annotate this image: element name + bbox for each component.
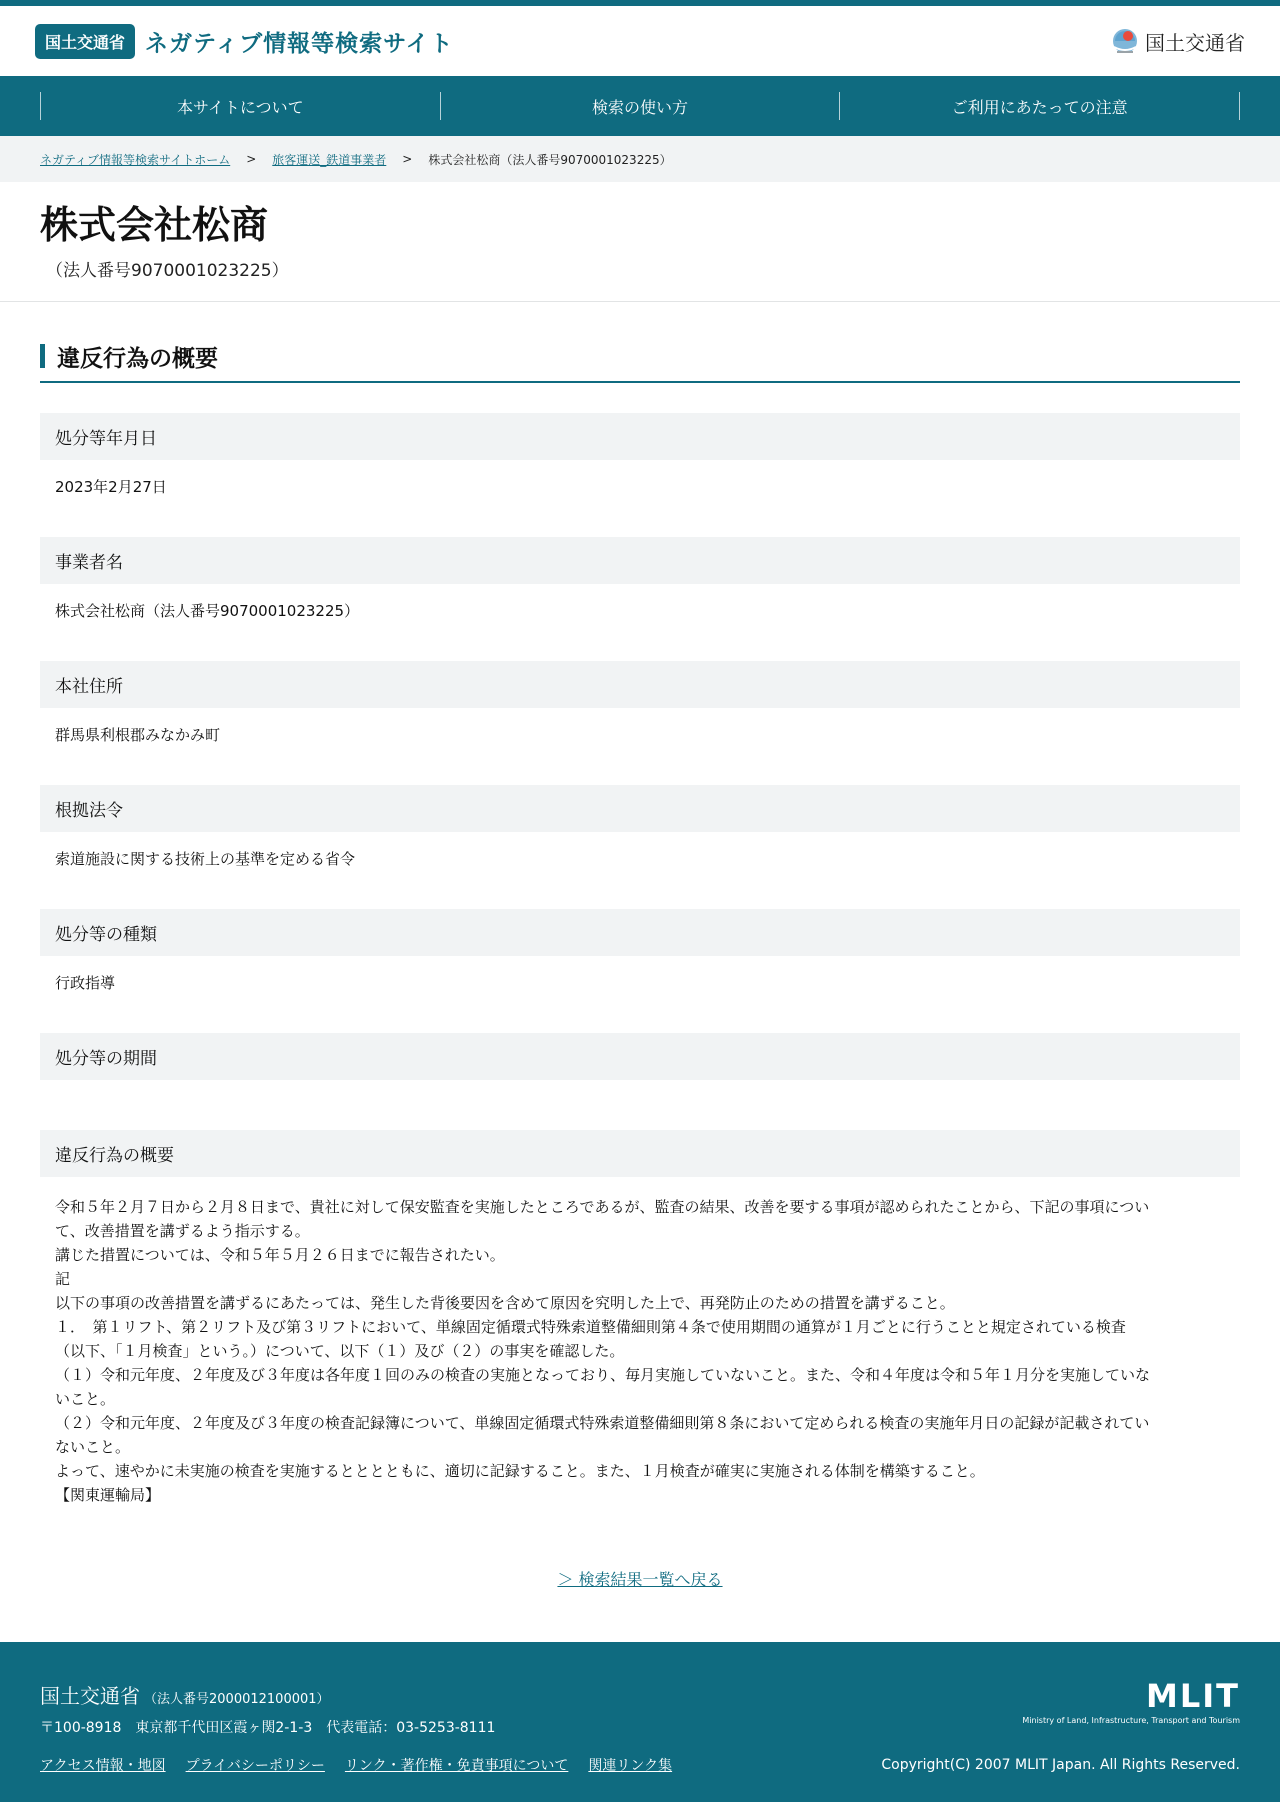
- summary-line: 令和５年２月７日から２月８日まで、貴社に対して保安監査を実施したところであるが、監査の結果、改善を要する事項が認められたことから、下記の事項につい: [55, 1197, 1150, 1216]
- page-title: 株式会社松商: [40, 203, 269, 247]
- breadcrumb-home-link[interactable]: ネガティブ情報等検索サイトホーム: [40, 152, 231, 167]
- back-to-results-link[interactable]: ＞ 検索結果一覧へ戻る: [557, 1569, 723, 1589]
- section-heading: [40, 340, 1240, 383]
- field-value-legal-basis: 索道施設に関する技術上の基準を定める省令: [55, 849, 356, 868]
- title-block: [0, 182, 1280, 302]
- summary-line: 【関東運輸局】: [55, 1485, 161, 1504]
- field-value-operator-name: 株式会社松商（法人番号9070001023225）: [55, 601, 360, 620]
- section-heading-bar: [40, 344, 45, 368]
- footer-right: [881, 1677, 1240, 1775]
- field-value-head-office-address: 群馬県利根郡みなかみ町: [55, 725, 221, 744]
- footer-org-name: 国土交通省: [40, 1684, 140, 1708]
- nav-item-notes[interactable]: ご利用にあたっての注意: [839, 92, 1240, 120]
- field-label-operator-name: 事業者名: [40, 537, 1240, 584]
- corporate-number: （法人番号9070001023225）: [46, 260, 289, 281]
- mlit-logo-subtitle: Ministry of Land, Infrastructure, Transport and Tourism: [1022, 1716, 1240, 1725]
- section-title: 違反行為の概要: [57, 345, 218, 372]
- mlit-logo-word: MLIT: [1146, 1677, 1240, 1715]
- nav-item-about[interactable]: 本サイトについて: [40, 92, 440, 120]
- mlit-logo[interactable]: [881, 1677, 1240, 1725]
- footer-link-copyright[interactable]: リンク・著作権・免責事項について: [344, 1758, 569, 1774]
- back-link-wrap: [40, 1567, 1240, 1590]
- global-nav: [0, 76, 1280, 136]
- field-label-legal-basis: 根拠法令: [40, 785, 1240, 832]
- ministry-logo[interactable]: [1111, 27, 1245, 56]
- field-value-disposition-type: 行政指導: [55, 973, 116, 992]
- summary-line: 以下の事項の改善措置を講ずるにあたっては、発生した背後要因を含めて原因を究明した上で、再発防止のための措置を講ずること。: [55, 1293, 955, 1312]
- summary-line: て、改善措置を講ずるよう指示する。: [55, 1221, 310, 1240]
- main-content: [0, 302, 1280, 1590]
- footer-link-privacy[interactable]: プライバシーポリシー: [185, 1758, 325, 1774]
- ministry-logo-text: 国土交通省: [1145, 30, 1245, 55]
- copyright: Copyright(C) 2007 MLIT Japan. All Rights Reserved.: [881, 1757, 1240, 1773]
- summary-line: （２）令和元年度、２年度及び３年度の検査記録簿について、単線固定循環式特殊索道整備細則第８条において定められる検査の実施年月日の記録が記載されてい: [55, 1413, 1150, 1432]
- footer-row: [40, 1677, 1240, 1775]
- violation-summary-text: [40, 1177, 1240, 1507]
- breadcrumb: [0, 136, 1280, 182]
- summary-line: （１）令和元年度、２年度及び３年度は各年度１回のみの検査の実施となっており、毎月実施していないこと。また、令和４年度は令和５年１月分を実施していな: [55, 1365, 1151, 1384]
- summary-line: 記: [55, 1269, 71, 1288]
- nav-item-how-to-search[interactable]: 検索の使い方: [440, 92, 840, 120]
- footer-address: 〒100-8918 東京都千代田区霞ヶ関2-1-3 代表電話：03-5253-8111: [40, 1720, 496, 1736]
- ministry-emblem-icon: [1111, 27, 1139, 55]
- footer-links: [40, 1755, 672, 1775]
- field-label-disposition-period: 処分等の期間: [40, 1033, 1240, 1080]
- footer-link-access[interactable]: アクセス情報・地図: [40, 1758, 166, 1774]
- summary-line: ないこと。: [55, 1437, 131, 1456]
- footer-link-related[interactable]: 関連リンク集: [588, 1758, 673, 1774]
- field-label-violation-summary: 違反行為の概要: [40, 1130, 1240, 1177]
- breadcrumb-category-link[interactable]: 旅客運送_鉄道事業者: [272, 152, 387, 167]
- field-value-disposition-date: 2023年2月27日: [55, 477, 167, 496]
- site-header: [0, 6, 1280, 76]
- summary-line: （以下、「１月検査」という。）について、以下（１）及び（２）の事実を確認した。: [55, 1341, 625, 1360]
- breadcrumb-current: 株式会社松商（法人番号9070001023225）: [428, 152, 672, 167]
- summary-line: いこと。: [55, 1389, 116, 1408]
- site-brand[interactable]: [35, 24, 454, 59]
- footer-org: [40, 1680, 672, 1709]
- field-label-disposition-date: 処分等年月日: [40, 413, 1240, 460]
- site-title: ネガティブ情報等検索サイト: [145, 30, 454, 57]
- footer-org-number: （法人番号2000012100001）: [144, 1692, 330, 1707]
- summary-line: よって、速やかに未実施の検査を実施するとととともに、適切に記録すること。また、１月検査が確実に実施される体制を構築すること。: [55, 1461, 985, 1480]
- summary-line: １． 第１リフト、第２リフト及び第３リフトにおいて、単線固定循環式特殊索道整備細則第４条で使用期間の通算が１月ごとに行うことと規定されている検査: [55, 1317, 1126, 1336]
- ministry-badge: 国土交通省: [35, 24, 135, 59]
- field-label-disposition-type: 処分等の種類: [40, 909, 1240, 956]
- field-label-head-office-address: 本社住所: [40, 661, 1240, 708]
- summary-line: 講じた措置については、令和５年５月２６日までに報告されたい。: [55, 1245, 505, 1264]
- breadcrumb-separator: >: [246, 152, 257, 166]
- field-value-disposition-period: [40, 1080, 1240, 1100]
- breadcrumb-separator: >: [402, 152, 413, 166]
- footer-info: [40, 1680, 672, 1775]
- site-footer: [0, 1642, 1280, 1802]
